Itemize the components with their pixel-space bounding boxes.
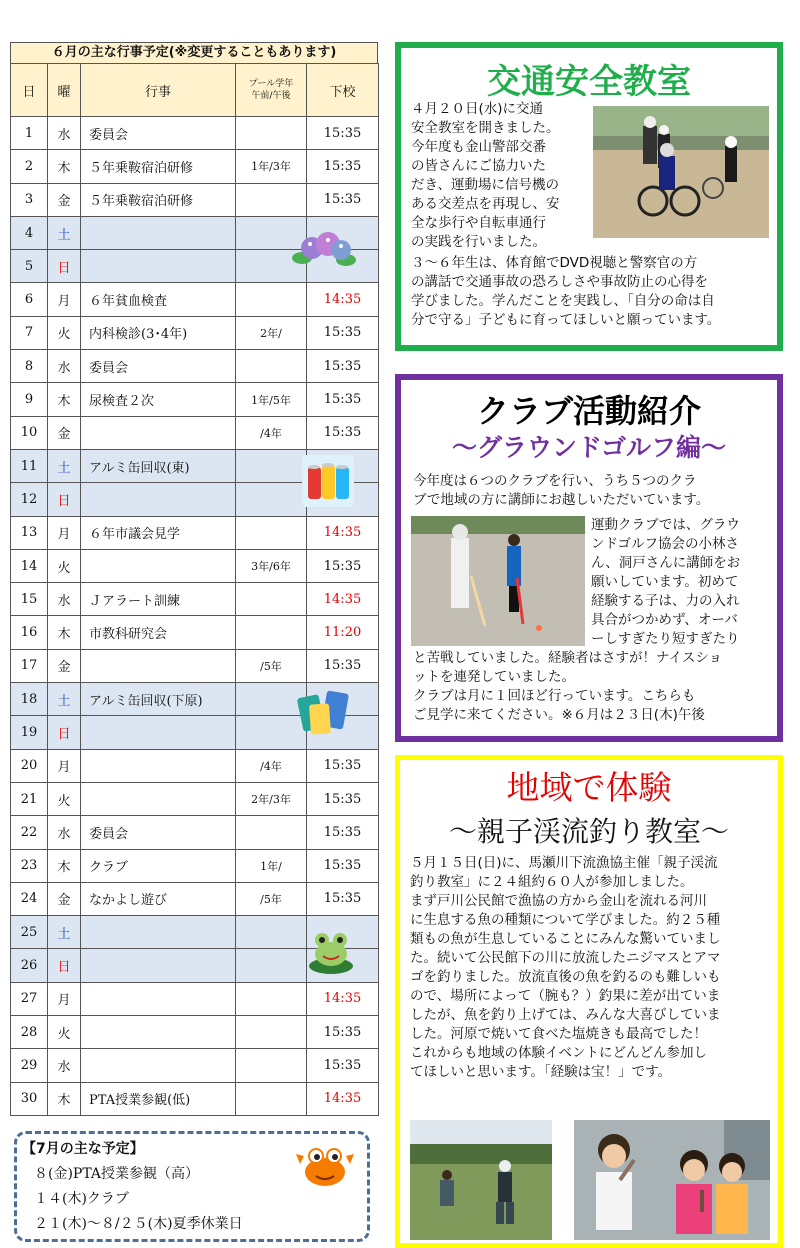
- schedule-weekday: 火: [48, 1016, 81, 1049]
- traffic-photo: [593, 106, 769, 238]
- text-line: ブで地域の方に講師にお越しいただいています。: [413, 492, 710, 508]
- schedule-weekday: 火: [48, 549, 81, 582]
- schedule-event: [81, 416, 236, 449]
- text-line: まず戸川公民館で漁協の方から金山を流れる河川: [410, 893, 707, 909]
- schedule-row: [11, 982, 379, 1015]
- fishing-photo-2: [574, 1120, 770, 1240]
- text-line: の講話で交通事故の恐ろしさや事故防止の心得を: [411, 274, 708, 290]
- schedule-title: ６月の主な行事予定(※変更することもあります): [10, 42, 378, 64]
- schedule-event: [81, 749, 236, 782]
- schedule-row: [11, 1016, 379, 1049]
- schedule-event: [81, 716, 236, 749]
- schedule-pool: [236, 1049, 307, 1082]
- text-line: ご見学に来てください。※６月は２３日(木)午後: [413, 707, 705, 723]
- schedule-event: [81, 982, 236, 1015]
- schedule-pool: [236, 816, 307, 849]
- schedule-day: 7: [11, 316, 48, 349]
- schedule-row: [11, 549, 379, 582]
- schedule-dismissal: 15:35: [307, 649, 379, 682]
- schedule-day: 20: [11, 749, 48, 782]
- text-line: ゴを釣りました。放流直後の魚を釣るのも難しいも: [410, 969, 721, 985]
- schedule-row: [11, 416, 379, 449]
- schedule-event: [81, 916, 236, 949]
- aluminum-cans-illustration: [302, 455, 354, 507]
- schedule-event: 内科検診(3･4年): [81, 316, 236, 349]
- text-line: したが、魚を釣り上げては、みんな大喜びしていま: [410, 1007, 721, 1023]
- schedule-pool: [236, 350, 307, 383]
- crab-illustration: [294, 1142, 356, 1192]
- schedule-weekday: 日: [48, 483, 81, 516]
- header-day: 日: [11, 64, 48, 117]
- schedule-pool: [236, 916, 307, 949]
- text-line: 今年度は６つのクラブを行い、うち５つのクラ: [413, 473, 697, 489]
- schedule-pool: [236, 183, 307, 216]
- traffic-paragraph-2: [411, 254, 775, 330]
- schedule-pool: 3年/6年: [236, 549, 307, 582]
- schedule-row: [11, 649, 379, 682]
- text-line: の皆さんにご協力いた: [411, 158, 546, 174]
- schedule-dismissal: 15:35: [307, 849, 379, 882]
- schedule-pool: [236, 117, 307, 150]
- schedule-weekday: 水: [48, 117, 81, 150]
- schedule-day: 19: [11, 716, 48, 749]
- schedule-dismissal: 15:35: [307, 882, 379, 915]
- schedule-dismissal: 15:35: [307, 316, 379, 349]
- text-line: と苦戦していました。経験者はさすが！ナイスショ: [413, 650, 723, 666]
- text-line: だき、運動場に信号機の: [411, 177, 559, 193]
- schedule-pool: 1年/3年: [236, 150, 307, 183]
- schedule-row: [11, 1082, 379, 1115]
- schedule-dismissal: 14:35: [307, 1082, 379, 1115]
- schedule-weekday: 月: [48, 982, 81, 1015]
- club-photo: [411, 516, 585, 646]
- schedule-weekday: 日: [48, 716, 81, 749]
- schedule-event: クラブ: [81, 849, 236, 882]
- text-line: 今年度も金山警部交番: [411, 139, 546, 155]
- header-pool: プール学年 午前/午後: [236, 64, 307, 117]
- schedule-dismissal: 14:35: [307, 982, 379, 1015]
- schedule-row: [11, 749, 379, 782]
- header-weekday: 曜: [48, 64, 81, 117]
- local-paragraph: [410, 854, 776, 1082]
- schedule-weekday: 月: [48, 749, 81, 782]
- text-line: 類もの魚が生息していることにみんな驚いていまし: [410, 931, 721, 947]
- schedule-weekday: 木: [48, 849, 81, 882]
- schedule-weekday: 水: [48, 583, 81, 616]
- schedule-day: 17: [11, 649, 48, 682]
- schedule-day: 28: [11, 1016, 48, 1049]
- schedule-pool: [236, 1016, 307, 1049]
- schedule-dismissal: 15:35: [307, 1049, 379, 1082]
- schedule-event: ６年市議会見学: [81, 516, 236, 549]
- schedule-day: 30: [11, 1082, 48, 1115]
- schedule-row: [11, 516, 379, 549]
- schedule-row: [11, 583, 379, 616]
- schedule-dismissal: 15:35: [307, 1016, 379, 1049]
- schedule-weekday: 土: [48, 216, 81, 249]
- club-paragraph-2: [591, 516, 777, 649]
- traffic-safety-section: [395, 42, 783, 351]
- schedule-pool: 1年/5年: [236, 383, 307, 416]
- club-paragraph-1: [413, 472, 777, 510]
- schedule-row: [11, 782, 379, 815]
- schedule-day: 8: [11, 350, 48, 383]
- schedule-pool: 1年/: [236, 849, 307, 882]
- schedule-row: [11, 183, 379, 216]
- text-line: 具合がつかめず、オーバ: [591, 612, 738, 628]
- schedule-event: 尿検査２次: [81, 383, 236, 416]
- schedule-event: アルミ缶回収(下原): [81, 683, 236, 716]
- schedule-pool: [236, 982, 307, 1015]
- schedule-day: 21: [11, 782, 48, 815]
- schedule-row: [11, 350, 379, 383]
- schedule-day: 1: [11, 117, 48, 150]
- frog-illustration: [306, 926, 356, 976]
- schedule-row: [11, 383, 379, 416]
- cans-crushed-illustration: [296, 688, 356, 738]
- schedule-pool: [236, 483, 307, 516]
- text-line: ある交差点を再現し、安: [411, 196, 560, 212]
- schedule-row: [11, 849, 379, 882]
- schedule-event: [81, 782, 236, 815]
- text-line: 経験する子は、力の入れ: [591, 593, 740, 609]
- schedule-row: [11, 616, 379, 649]
- schedule-day: 11: [11, 449, 48, 482]
- text-line: クラブは月に１回ほど行っています。こちらも: [413, 688, 696, 704]
- schedule-dismissal: 11:20: [307, 616, 379, 649]
- schedule-pool: [236, 283, 307, 316]
- text-line: 願いしています。初めて: [591, 574, 739, 590]
- text-line: 全な歩行や自転車通行: [411, 215, 546, 231]
- traffic-paragraph-1: [411, 100, 587, 252]
- july-line-1: ８(金)PTA授業参観（高）: [34, 1166, 200, 1182]
- text-line: た。続いて公民館下の川に放流したニジマスとアマ: [410, 950, 721, 966]
- schedule-day: 22: [11, 816, 48, 849]
- schedule-dismissal: 14:35: [307, 516, 379, 549]
- schedule-weekday: 土: [48, 683, 81, 716]
- schedule-pool: [236, 516, 307, 549]
- schedule-day: 25: [11, 916, 48, 949]
- schedule-day: 27: [11, 982, 48, 1015]
- traffic-title: 交通安全教室: [487, 62, 691, 102]
- schedule-day: 14: [11, 549, 48, 582]
- schedule-day: 29: [11, 1049, 48, 1082]
- july-line-2: １４(木)クラブ: [34, 1191, 129, 1207]
- local-subtitle: ～親子渓流釣り教室～: [448, 815, 729, 848]
- text-line: これからも地域の体験イベントにどんどん参加し: [410, 1045, 707, 1061]
- schedule-dismissal: 15:35: [307, 150, 379, 183]
- schedule-dismissal: 15:35: [307, 350, 379, 383]
- schedule-event: ６年貧血検査: [81, 283, 236, 316]
- local-experience-section: [395, 755, 783, 1248]
- schedule-weekday: 木: [48, 150, 81, 183]
- schedule-event: [81, 549, 236, 582]
- schedule-day: 13: [11, 516, 48, 549]
- schedule-row: [11, 283, 379, 316]
- schedule-weekday: 水: [48, 1049, 81, 1082]
- schedule-day: 6: [11, 283, 48, 316]
- schedule-day: 23: [11, 849, 48, 882]
- text-line: 運動クラブでは、グラウ: [591, 517, 740, 533]
- schedule-pool: [236, 449, 307, 482]
- schedule-row: [11, 882, 379, 915]
- schedule-weekday: 金: [48, 649, 81, 682]
- schedule-weekday: 月: [48, 516, 81, 549]
- schedule-event: PTA授業参観(低): [81, 1082, 236, 1115]
- schedule-pool: [236, 583, 307, 616]
- schedule-weekday: 木: [48, 383, 81, 416]
- schedule-row: [11, 117, 379, 150]
- club-subtitle: ～グラウンドゴルフ編～: [451, 433, 726, 462]
- schedule-day: 16: [11, 616, 48, 649]
- schedule-event: なかよし遊び: [81, 882, 236, 915]
- text-line: ん、洞戸さんに講師をお: [591, 555, 741, 571]
- text-line: ３～６年生は、体育館でDVD視聴と警察官の方: [411, 255, 698, 271]
- schedule-day: 9: [11, 383, 48, 416]
- schedule-row: [11, 150, 379, 183]
- schedule-dismissal: 15:35: [307, 117, 379, 150]
- text-line: に生息する魚の種類について学びました。約２５種: [410, 912, 721, 928]
- text-line: の実践を行いました。: [411, 234, 546, 250]
- schedule-event: Ｊアラート訓練: [81, 583, 236, 616]
- club-title: クラブ活動紹介: [476, 392, 701, 430]
- club-paragraph-3: [413, 649, 777, 725]
- schedule-event: [81, 1016, 236, 1049]
- schedule-event: [81, 649, 236, 682]
- schedule-pool: 2年/: [236, 316, 307, 349]
- text-line: ４月２０日(水)に交通: [411, 101, 544, 117]
- schedule-weekday: 日: [48, 250, 81, 283]
- schedule-day: 12: [11, 483, 48, 516]
- schedule-pool: /4年: [236, 749, 307, 782]
- july-heading: 【7月の主な予定】: [22, 1141, 144, 1157]
- schedule-event: [81, 483, 236, 516]
- schedule-weekday: 土: [48, 449, 81, 482]
- schedule-weekday: 木: [48, 1082, 81, 1115]
- header-dismissal: 下校: [307, 64, 379, 117]
- schedule-event: 委員会: [81, 350, 236, 383]
- text-line: ンドゴルフ協会の小林さ: [591, 536, 739, 552]
- schedule-day: 15: [11, 583, 48, 616]
- text-line: ので、場所によって（腕も？）釣果に差が出ていま: [410, 988, 721, 1004]
- schedule-row: [11, 1049, 379, 1082]
- local-title: 地域で体験: [506, 768, 672, 807]
- schedule-pool: /4年: [236, 416, 307, 449]
- schedule-day: 2: [11, 150, 48, 183]
- schedule-dismissal: 15:35: [307, 749, 379, 782]
- schedule-day: 10: [11, 416, 48, 449]
- schedule-pool: 2年/3年: [236, 782, 307, 815]
- text-line: てほしいと思います。「経験は宝！」です。: [410, 1064, 672, 1080]
- schedule-event: [81, 949, 236, 982]
- schedule-pool: [236, 949, 307, 982]
- schedule-event: [81, 250, 236, 283]
- schedule-weekday: 火: [48, 782, 81, 815]
- schedule-dismissal: 15:35: [307, 383, 379, 416]
- schedule-weekday: 水: [48, 350, 81, 383]
- schedule-event: [81, 216, 236, 249]
- header-event: 行事: [81, 64, 236, 117]
- schedule-day: 18: [11, 683, 48, 716]
- schedule-pool: [236, 616, 307, 649]
- schedule-event: 委員会: [81, 117, 236, 150]
- schedule-pool: /5年: [236, 649, 307, 682]
- schedule-dismissal: 15:35: [307, 183, 379, 216]
- schedule-pool: /5年: [236, 882, 307, 915]
- fishing-photo-1: [410, 1120, 552, 1240]
- schedule-row: [11, 816, 379, 849]
- schedule-pool: [236, 1082, 307, 1115]
- schedule-event: ５年乗鞍宿泊研修: [81, 150, 236, 183]
- schedule-weekday: 日: [48, 949, 81, 982]
- schedule-dismissal: 15:35: [307, 816, 379, 849]
- schedule-row: [11, 316, 379, 349]
- schedule-event: [81, 1049, 236, 1082]
- schedule-event: ５年乗鞍宿泊研修: [81, 183, 236, 216]
- hydrangea-illustration: [288, 226, 358, 270]
- schedule-day: 3: [11, 183, 48, 216]
- july-line-3: ２１(木)～８/２５(木)夏季休業日: [34, 1216, 243, 1232]
- schedule-weekday: 金: [48, 882, 81, 915]
- schedule-day: 5: [11, 250, 48, 283]
- text-line: ットを連発していました。: [413, 669, 575, 685]
- text-line: した。河原で焼いて食べた塩焼きも最高でした！: [410, 1026, 707, 1042]
- schedule-weekday: 土: [48, 916, 81, 949]
- schedule-dismissal: 15:35: [307, 416, 379, 449]
- schedule-day: 26: [11, 949, 48, 982]
- schedule-weekday: 火: [48, 316, 81, 349]
- schedule-event: 市教科研究会: [81, 616, 236, 649]
- schedule-dismissal: 15:35: [307, 782, 379, 815]
- schedule-day: 4: [11, 216, 48, 249]
- schedule-dismissal: 15:35: [307, 549, 379, 582]
- schedule-dismissal: 14:35: [307, 283, 379, 316]
- text-line: 釣り教室」に２４組約６０人が参加しました。: [410, 874, 694, 890]
- schedule-weekday: 金: [48, 416, 81, 449]
- text-line: 分で守る」子どもに育ってほしいと願っています。: [411, 312, 721, 328]
- text-line: ５月１５日(日)に、馬瀬川下流漁協主催「親子渓流: [410, 855, 718, 871]
- schedule-event: 委員会: [81, 816, 236, 849]
- schedule-weekday: 月: [48, 283, 81, 316]
- club-section: [395, 374, 783, 742]
- text-line: ーしすぎたり短すぎたり: [591, 631, 740, 647]
- text-line: 学びました。学んだことを実践し、「自分の命は自: [411, 293, 715, 309]
- schedule-dismissal: 14:35: [307, 583, 379, 616]
- text-line: 安全教室を開きました。: [411, 120, 560, 136]
- schedule-weekday: 木: [48, 616, 81, 649]
- schedule-day: 24: [11, 882, 48, 915]
- schedule-weekday: 水: [48, 816, 81, 849]
- schedule-event: アルミ缶回収(東): [81, 449, 236, 482]
- schedule-weekday: 金: [48, 183, 81, 216]
